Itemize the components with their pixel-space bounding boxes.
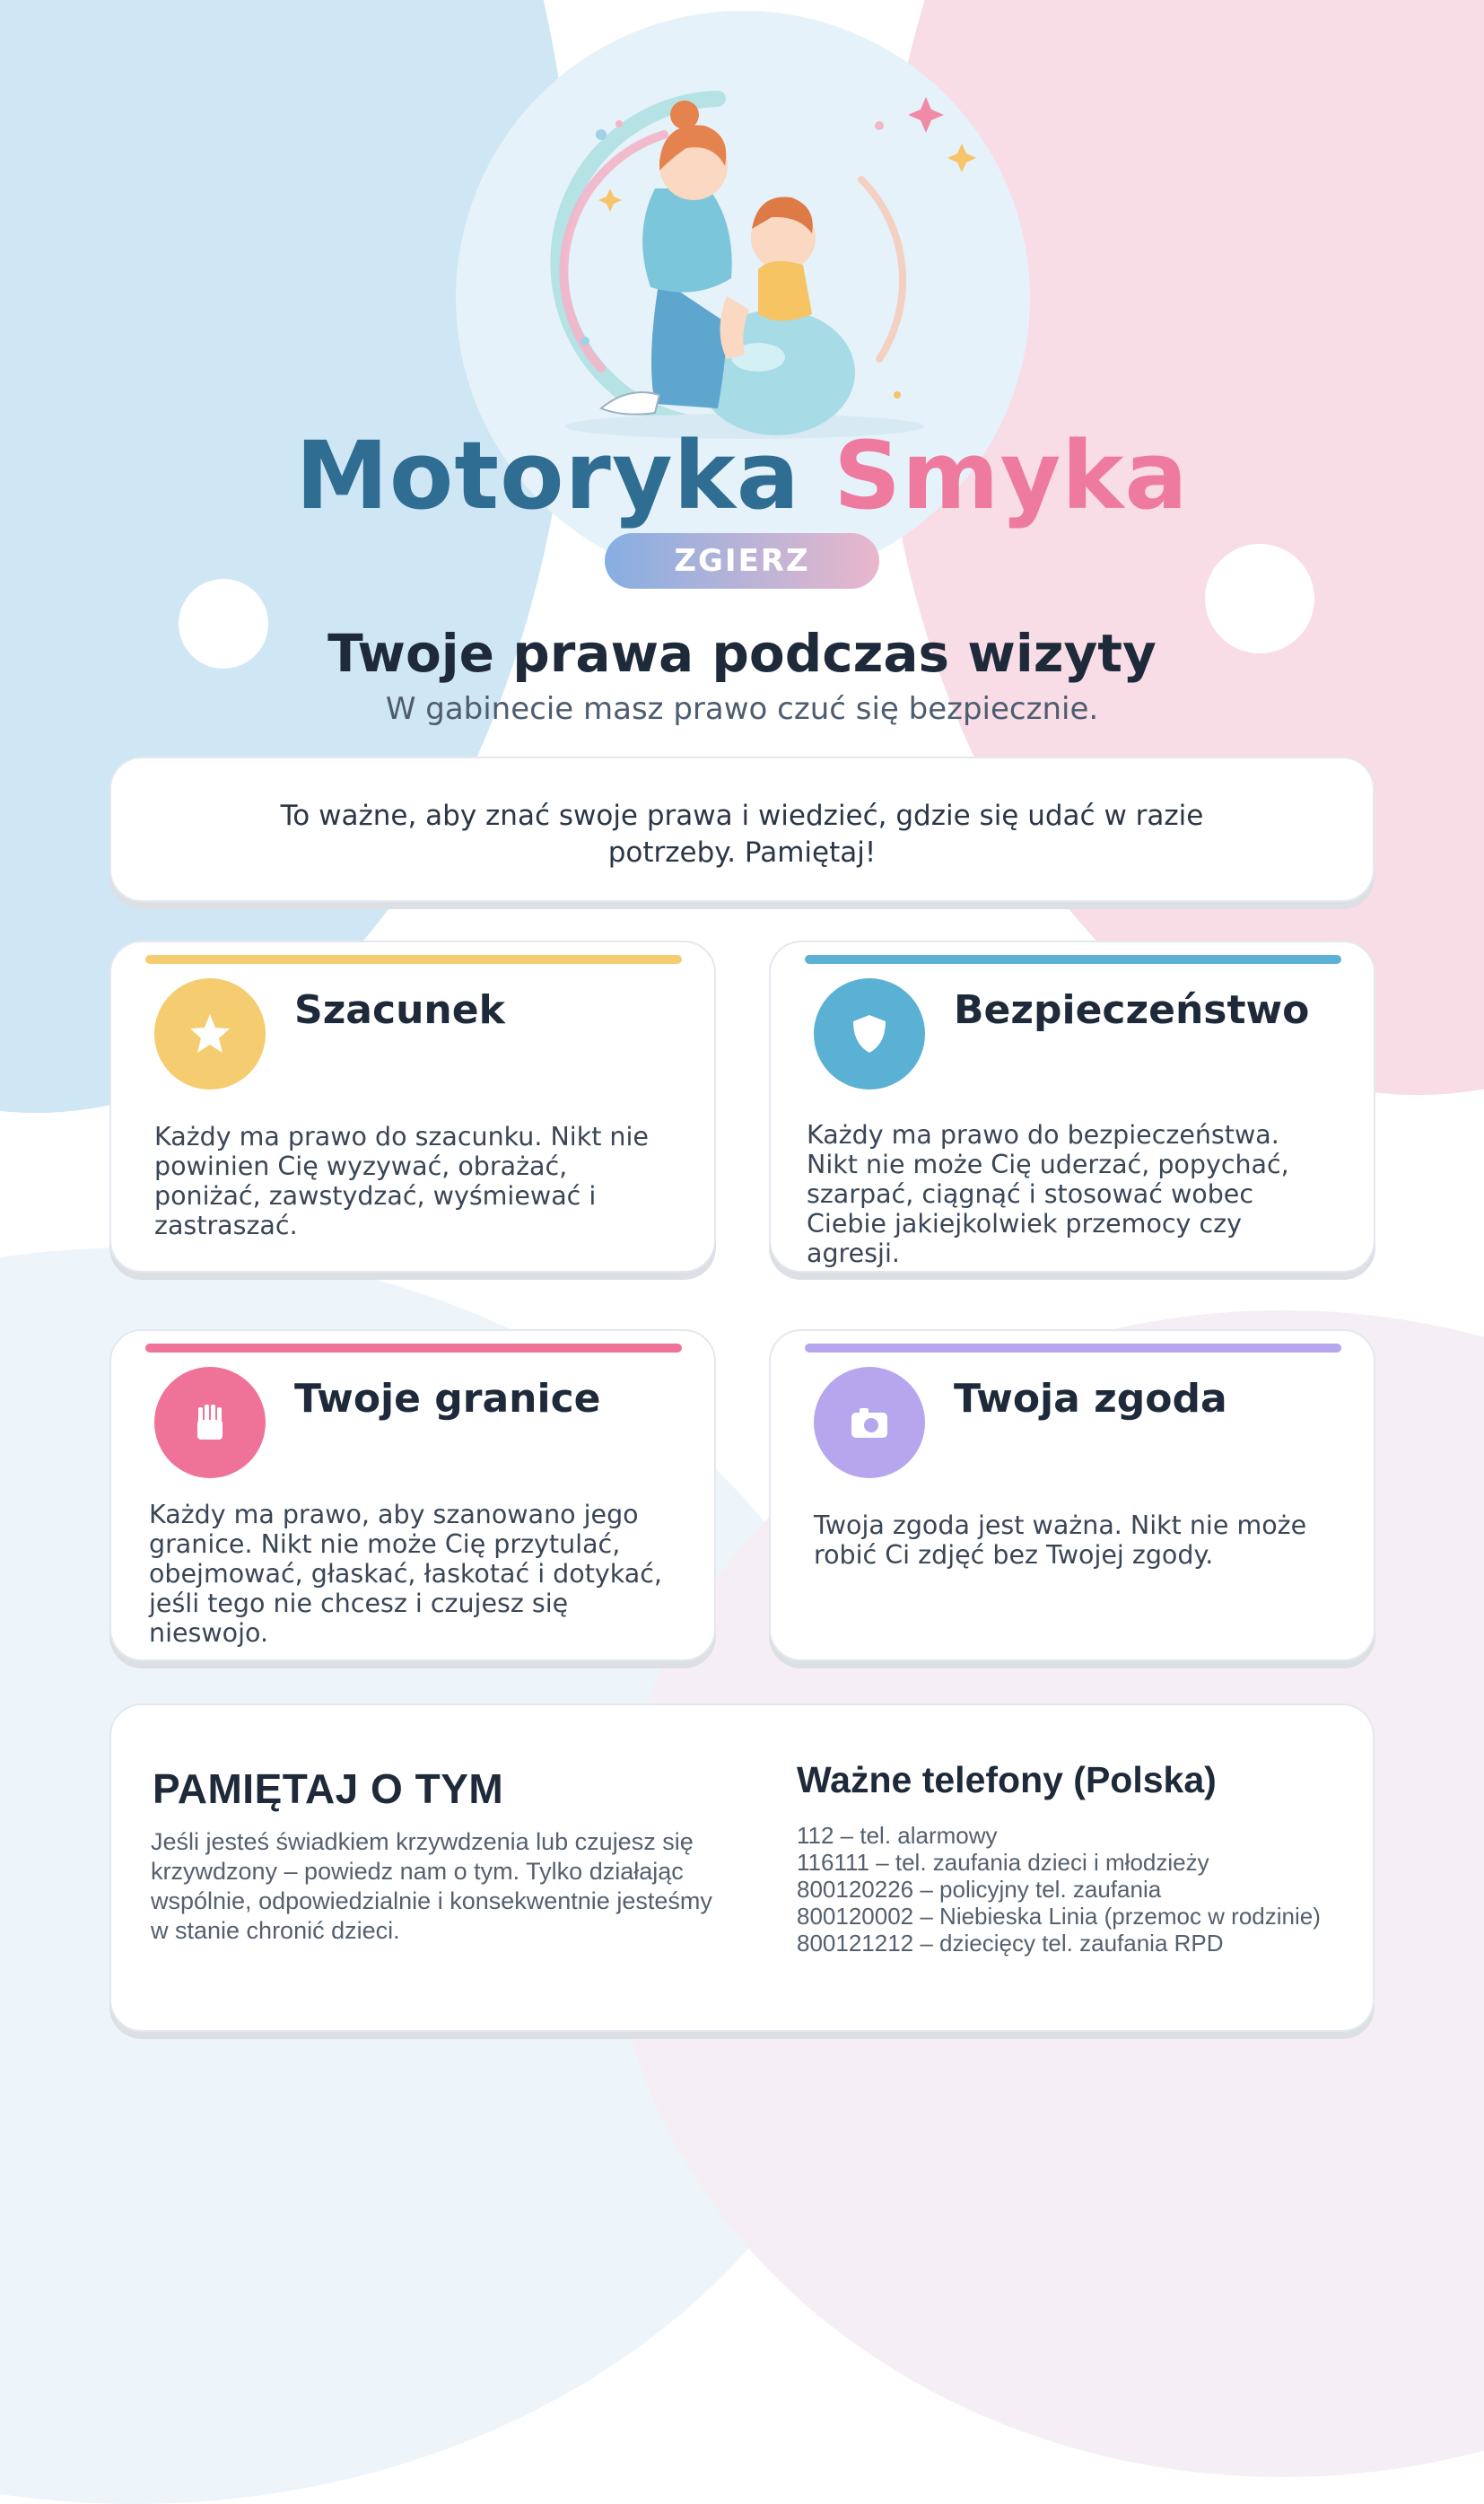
- card-text: Każdy ma prawo do szacunku. Nikt nie powinien Cię wyzywać, obrażać, poniżać, zawstydzać, wyśmiewać i zastraszać.: [154, 1122, 649, 1240]
- phone-item: 116111 – tel. zaufania dzieci i młodzieży: [797, 1849, 1209, 1876]
- phone-item: 112 – tel. alarmowy: [797, 1822, 998, 1849]
- remember-text: Jeśli jesteś świadkiem krzywdzenia lub czujesz się krzywdzony – powiedz nam o tym. Tylko działając wspólnie, odpowiedzialnie i konsekwentnie jesteśmy w stanie chronić dzieci.: [151, 1828, 712, 1944]
- page-title: Twoje prawa podczas wizyty: [327, 623, 1157, 684]
- brand-word-2: Smyka: [834, 421, 1189, 530]
- card-accent-bar: [805, 955, 1341, 964]
- brand-word-1: Motoryka: [295, 421, 800, 530]
- phone-item: 800120002 – Niebieska Linia (przemoc w rodzinie): [797, 1903, 1321, 1930]
- card-title: Bezpieczeństwo: [954, 987, 1310, 1033]
- page-subtitle: W gabinecie masz prawo czuć się bezpiecznie.: [385, 691, 1099, 727]
- hero-illustration: [502, 72, 987, 458]
- card-accent-bar: [145, 955, 682, 964]
- card-accent-bar: [145, 1344, 682, 1353]
- phones-list: [797, 1822, 1321, 1957]
- right-card-consent: [769, 1329, 1375, 1661]
- camera-icon: [814, 1367, 925, 1478]
- right-card-boundaries: [109, 1329, 716, 1661]
- card-title: Szacunek: [294, 987, 505, 1033]
- star-icon: [154, 978, 266, 1090]
- card-title: Twoja zgoda: [954, 1376, 1227, 1422]
- brand-logo: [0, 421, 1484, 530]
- card-text: Każdy ma prawo do bezpieczeństwa. Nikt nie może Cię uderzać, popychać, szarpać, ciągnąć i stosować wobec Ciebie jakiejkolwiek przemocy czy agresji.: [807, 1120, 1289, 1268]
- phone-item: 800120226 – policyjny tel. zaufania: [797, 1876, 1162, 1903]
- card-title: Twoje granice: [294, 1376, 601, 1422]
- card-text: Twoja zgoda jest ważna. Nikt nie może robić Ci zdjęć bez Twojej zgody.: [814, 1510, 1307, 1570]
- hand-icon: [154, 1367, 266, 1478]
- phones-title: Ważne telefony (Polska): [797, 1759, 1217, 1800]
- city-badge: ZGIERZ: [605, 533, 879, 589]
- right-card-respect: [109, 941, 716, 1273]
- intro-card: [109, 757, 1375, 902]
- remember-title: PAMIĘTAJ O TYM: [153, 1765, 504, 1812]
- intro-text: To ważne, aby znać swoje prawa i wiedzieć, gdzie się udać w razie potrzeby. Pamiętaj!: [280, 800, 1204, 869]
- shield-icon: [814, 978, 925, 1090]
- phone-item: 800121212 – dziecięcy tel. zaufania RPD: [797, 1930, 1224, 1957]
- bottom-info-card: [109, 1703, 1375, 2032]
- right-card-safety: [769, 941, 1375, 1273]
- card-accent-bar: [805, 1344, 1341, 1353]
- card-text: Każdy ma prawo, aby szanowano jego granice. Nikt nie może Cię przytulać, obejmować, głaskać, łaskotać i dotykać, jeśli tego nie chcesz i czujesz się nieswojo.: [149, 1500, 662, 1648]
